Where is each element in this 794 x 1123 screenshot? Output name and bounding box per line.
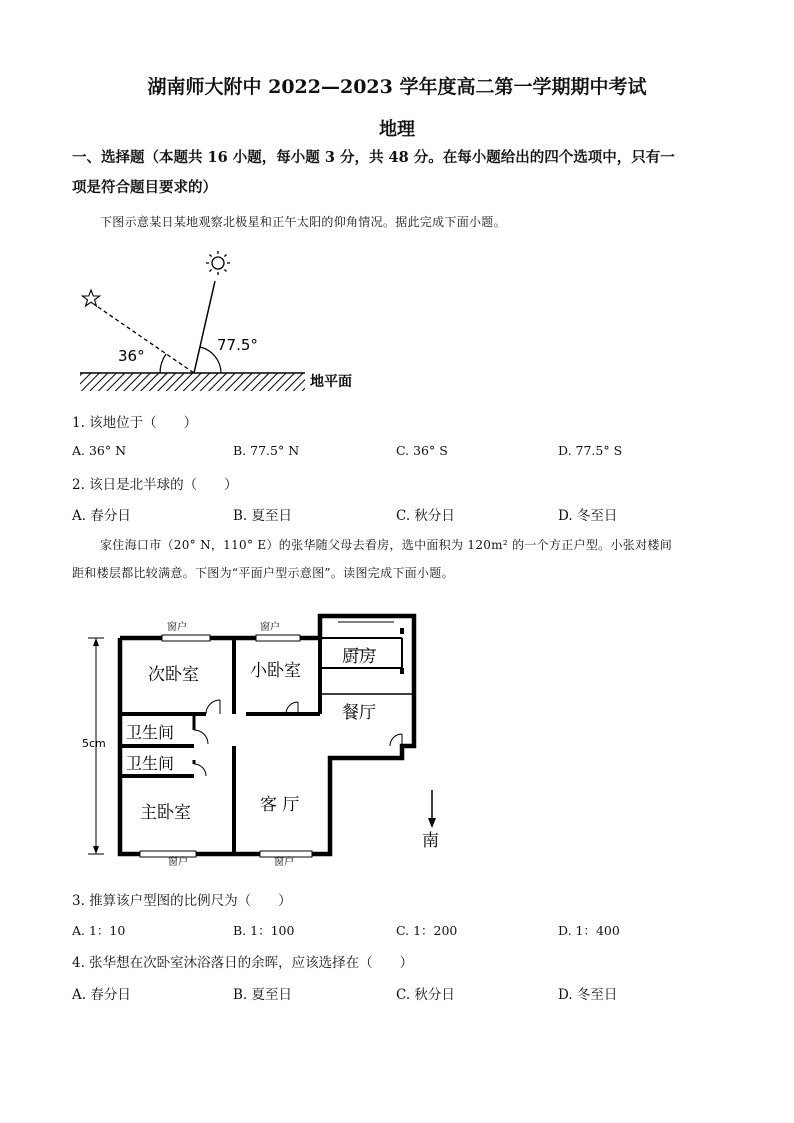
dimension-label: 5cm	[82, 737, 106, 750]
ground-hatch	[80, 373, 305, 391]
question-2-option-a: A. 春分日	[72, 508, 131, 524]
intro-text-1: 下图示意某日某地观察北极星和正午太阳的仰角情况。据此完成下面小题。	[100, 215, 506, 229]
figure-floor-plan	[76, 610, 476, 868]
question-4-option-d: D. 冬至日	[558, 987, 618, 1003]
section-heading-line2: 项是符合题目要求的）	[72, 179, 217, 196]
intro-text-2-line1: 家住海口市（20° N，110° E）的张华随父母去看房，选中面积为 120m² 的一个方正户型。小张对楼间	[100, 538, 672, 552]
star-icon	[82, 290, 99, 306]
question-4-option-c: C. 秋分日	[396, 987, 455, 1003]
sun-angle-label: 77.5°	[217, 336, 258, 354]
question-3-stem: 3. 推算该户型图的比例尺为（ ）	[72, 893, 292, 909]
exam-title: 湖南师大附中 2022—2023 学年度高二第一学期期中考试	[147, 76, 647, 98]
question-2-stem: 2. 该日是北半球的（ ）	[72, 477, 238, 493]
room-dining: 餐厅	[342, 703, 376, 723]
room-living: 客 厅	[260, 795, 300, 815]
room-bathroom-1: 卫生间	[126, 723, 175, 742]
question-1-option-c: C. 36° S	[396, 443, 448, 458]
window-label-bottom-2: 窗户	[274, 857, 294, 868]
question-3-option-b: B. 1：100	[233, 923, 295, 938]
room-master-bedroom: 主卧室	[140, 803, 191, 823]
question-3-option-a: A. 1：10	[72, 923, 126, 938]
question-3-option-c: C. 1：200	[396, 923, 458, 938]
question-1-option-b: B. 77.5° N	[233, 443, 300, 458]
question-1-stem: 1. 该地位于（ ）	[72, 415, 198, 431]
question-1-option-a: A. 36° N	[72, 443, 127, 458]
subject-title: 地理	[379, 119, 415, 140]
question-2-option-d: D. 冬至日	[558, 508, 618, 524]
room-small-bedroom: 小卧室	[250, 661, 301, 681]
ground-label: 地平面	[310, 374, 352, 390]
question-1-option-d: D. 77.5° S	[558, 443, 623, 458]
question-4-option-b: B. 夏至日	[233, 987, 293, 1003]
intro-text-2-line2: 距和楼层都比较满意。下图为“平面户型示意图”。读图完成下面小题。	[72, 566, 454, 580]
section-heading	[72, 143, 732, 203]
room-kitchen: 厨房	[342, 647, 376, 667]
question-4-option-a: A. 春分日	[72, 987, 131, 1003]
section-heading-line1: 一、选择题（本题共 16 小题，每小题 3 分，共 48 分。在每小题给出的四个选项中，只有一	[72, 149, 675, 166]
star-ray	[98, 307, 194, 373]
window-label-top-1: 窗户	[167, 622, 187, 633]
question-2-option-c: C. 秋分日	[396, 508, 455, 524]
intro-text-2	[72, 531, 732, 587]
window-label-bottom-1: 窗户	[168, 857, 188, 868]
window-label-top-2: 窗户	[260, 622, 280, 633]
room-second-bedroom: 次卧室	[148, 665, 199, 685]
star-angle-arc	[160, 354, 166, 373]
south-direction-label: 南	[422, 831, 439, 851]
question-2-option-b: B. 夏至日	[233, 508, 293, 524]
sun-ray	[194, 281, 215, 373]
star-angle-label: 36°	[118, 347, 145, 365]
question-3-option-d: D. 1：400	[558, 923, 620, 938]
question-4-stem: 4. 张华想在次卧室沐浴落日的余晖，应该选择在（ ）	[72, 955, 414, 971]
sun-icon	[206, 251, 230, 275]
room-bathroom-2: 卫生间	[126, 754, 175, 773]
figure-sun-star-angles	[74, 245, 374, 395]
